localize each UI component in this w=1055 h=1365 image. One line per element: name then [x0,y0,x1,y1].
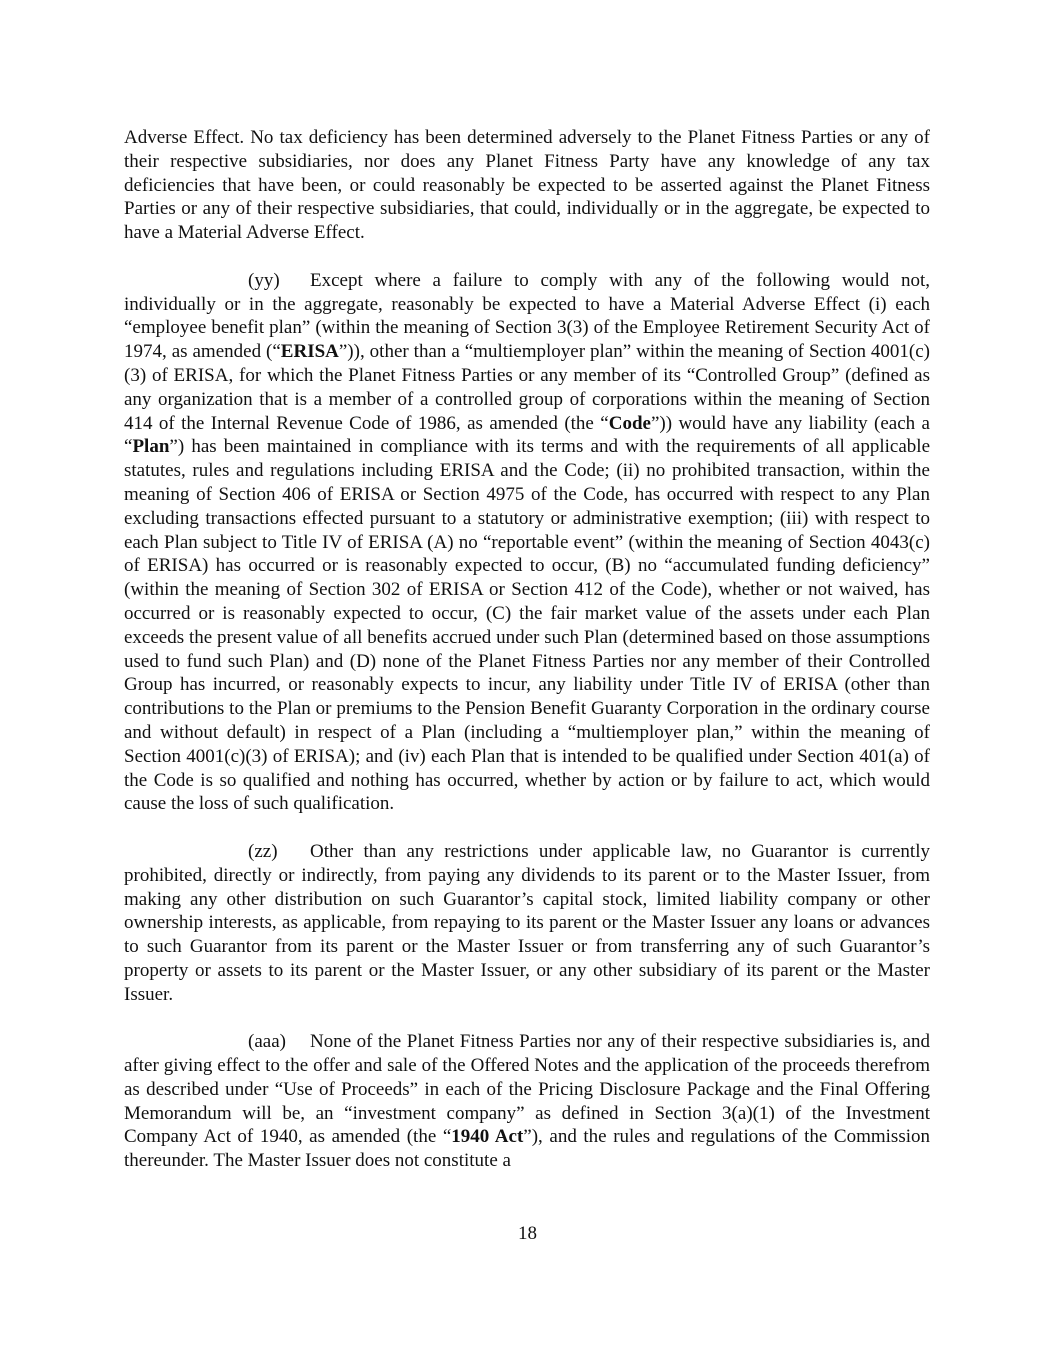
paragraph-text: ”)), other than a “multiemployer plan” within the meaning of Section 4001(c)(3) of ERISA, for which the Planet Fitness Parties or any member of its “Controlled Group” (defined as any organization that is a member of a controlled group of corporations within the meaning of Section 414 of the Internal Revenue Code of 1986, as amended (the “ [124,341,930,434]
document-body [124,126,930,1197]
defined-term: Plan [132,436,170,458]
defined-term: Code [608,412,651,434]
paragraph-zz [124,840,930,1007]
paragraph-text: ”) has been maintained in compliance with its terms and with the requirements of all applicable statutes, rules and regulations including ERISA and the Code; (ii) no prohibited transaction, within the meaning of Section 406 of ERISA or Section 4975 of the Code, has occurred with respect to any Plan excluding transactions effected pursuant to a statutory or administrative exemption; (iii) with respect to each Plan subject to Title IV of ERISA (A) no “reportable event” (within the meaning of Section 4043(c) of ERISA) has occurred or is reasonably expected to occur, (B) no “accumulated funding deficiency” (within the meaning of Section 302 of ERISA or Section 412 of the Code), whether or not waived, has occurred or is reasonably expected to occur, (C) the fair market value of the assets under each Plan exceeds the present value of all benefits accrued under such Plan (determined based on those assumptions used to fund such Plan) and (D) none of the Planet Fitness Parties nor any member of their Controlled Group has incurred, or reasonably expects to incur, any liability under Title IV of ERISA (other than contributions to the Plan or premiums to the Pension Benefit Guaranty Corporation in the ordinary course and without default) in respect of a Plan (including a “multiemployer plan,” within the meaning of Section 4001(c)(3) of ERISA); and (iv) each Plan that is intended to be qualified under Section 401(a) of the Code is so qualified and nothing has occurred, whether by action or by failure to act, which would cause the loss of such qualification. [124,436,930,815]
paragraph-text: None of the Planet Fitness Parties nor any of their respective subsidiaries is, and after giving effect to the offer and sale of the Offered Notes and the application of the proceeds therefrom as described under “Use of Proceeds” in each of the Pricing Disclosure Package and the Final Offering Memorandum will be, an “investment company” as defined in Section 3(a)(1) of the Investment Company Act of 1940, as amended (the “ [124,1031,930,1148]
page-number: 18 [518,1223,537,1244]
paragraph-text: Other than any restrictions under applicable law, no Guarantor is currently prohibited, directly or indirectly, from paying any dividends to its parent or to the Master Issuer, from making any other distribution on such Guarantor’s capital stock, limited liability company or other ownership interests, as applicable, from repaying to its parent or the Master Issuer any loans or advances to such Guarantor from its parent or the Master Issuer or from transferring any of such Guarantor’s property or assets to its parent or the Master Issuer, or any other subsidiary of its parent or the Master Issuer. [124,840,930,1005]
paragraph-text: ”)) would have any liability (each a “ [124,412,930,458]
paragraph-yy [124,269,930,816]
paragraph-label: (aaa) [248,1031,286,1053]
paragraph-text: ”), and the rules and regulations of the Commission thereunder. The Master Issuer does not constitute a [124,1126,930,1172]
paragraph-label: (zz) [248,840,278,862]
defined-term: ERISA [280,341,339,363]
paragraph-label: (yy) [248,269,280,291]
defined-term: 1940 Act [451,1126,524,1148]
paragraph-aaa [124,1030,930,1173]
paragraph-text: Except where a failure to comply with any of the following would not, individually or in the aggregate, reasonably be expected to have a Material Adverse Effect (i) each “employee benefit plan” (within the meaning of Section 3(3) of the Employee Retirement Security Act of 1974, as amended (“ [124,269,930,363]
paragraph-continuation [124,126,930,245]
paragraph-text: Adverse Effect. No tax deficiency has been determined adversely to the Planet Fitness Parties or any of their respective subsidiaries, nor does any Planet Fitness Party have any knowledge of any tax deficiencies that have been, or could reasonably be expected to be asserted against the Planet Fitness Parties or any of their respective subsidiaries, that could, individually or in the aggregate, be expected to have a Material Adverse Effect. [124,127,930,244]
